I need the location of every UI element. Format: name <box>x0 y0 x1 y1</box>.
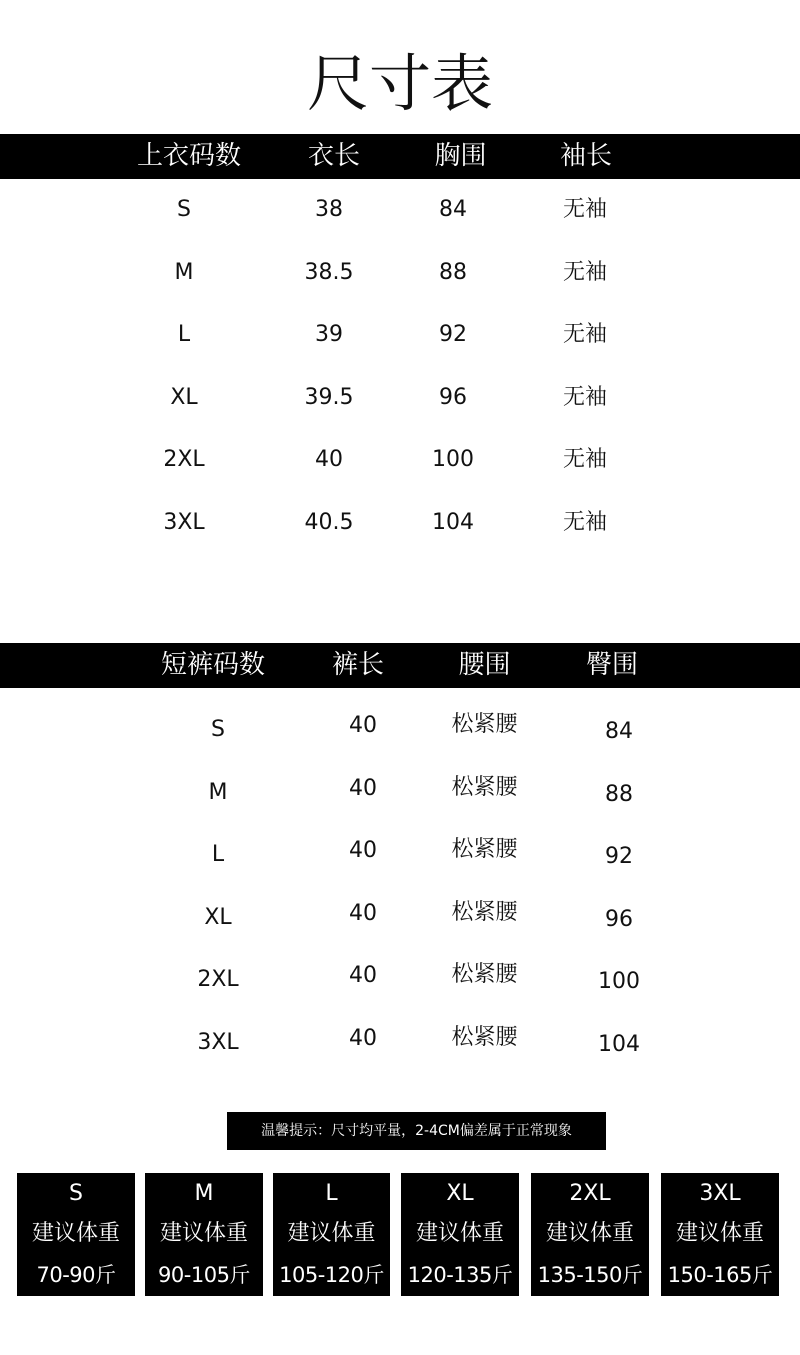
weight-range: 90-105斤 <box>158 1263 250 1287</box>
top-cell-sleeve: 无袖 <box>562 510 607 535</box>
top-cell-chest: 88 <box>439 259 467 285</box>
shorts-cell-length: 40 <box>349 775 377 801</box>
weight-size: M <box>194 1181 214 1206</box>
top-cell-size: XL <box>170 384 198 410</box>
weight-size: L <box>325 1181 338 1206</box>
weight-card <box>401 1173 519 1296</box>
shorts-cell-length: 40 <box>349 1026 377 1051</box>
top-cell-chest: 92 <box>439 322 467 348</box>
shorts-cell-hip: 92 <box>605 844 633 870</box>
shorts-cell-size: L <box>211 842 225 868</box>
shorts-cell-hip: 96 <box>605 906 633 932</box>
weight-label: 建议体重 <box>159 1221 248 1246</box>
header-hip: 臀围 <box>585 650 638 680</box>
top-cell-chest: 100 <box>432 447 474 473</box>
top-table-header <box>0 134 800 179</box>
shorts-cell-length: 40 <box>349 963 377 989</box>
top-cell-sleeve: 无袖 <box>562 259 607 285</box>
top-cell-size: S <box>177 197 191 222</box>
header-shorts-size: 短裤码数 <box>160 650 265 680</box>
weight-size: 3XL <box>699 1181 741 1206</box>
page-title: 尺寸表 <box>306 47 493 120</box>
top-cell-size: 2XL <box>163 447 205 473</box>
shorts-cell-hip: 104 <box>598 1032 640 1057</box>
weight-range: 150-165斤 <box>667 1263 773 1287</box>
top-cell-length: 40.5 <box>304 510 354 535</box>
weight-card <box>17 1173 135 1296</box>
weight-range: 70-90斤 <box>36 1263 116 1287</box>
shorts-cell-size: 3XL <box>197 1030 239 1055</box>
top-cell-sleeve: 无袖 <box>562 197 607 222</box>
header-sleeve: 袖长 <box>559 141 612 171</box>
weight-card <box>661 1173 779 1296</box>
header-top-size: 上衣码数 <box>136 141 241 171</box>
header-chest: 胸围 <box>434 141 487 171</box>
header-length: 衣长 <box>307 141 360 171</box>
top-cell-length: 38 <box>315 197 343 222</box>
weight-card <box>531 1173 649 1296</box>
weight-size: S <box>69 1181 83 1206</box>
weight-label: 建议体重 <box>415 1221 504 1246</box>
shorts-table-header <box>0 643 800 688</box>
weight-size: XL <box>446 1181 474 1206</box>
tip-banner: 温馨提示：尺寸均平量，2-4CM偏差属于正常现象 <box>227 1112 606 1150</box>
shorts-cell-waist: 松紧腰 <box>451 899 518 925</box>
top-cell-chest: 96 <box>439 384 467 410</box>
top-cell-sleeve: 无袖 <box>562 322 607 348</box>
top-cell-sleeve: 无袖 <box>562 384 607 410</box>
weight-label: 建议体重 <box>31 1221 120 1246</box>
header-pants-length: 裤长 <box>331 650 384 680</box>
top-cell-length: 39 <box>315 322 343 348</box>
top-cell-length: 40 <box>315 447 343 473</box>
weight-label: 建议体重 <box>545 1221 634 1246</box>
shorts-cell-size: S <box>211 717 225 742</box>
top-cell-chest: 104 <box>432 510 474 535</box>
shorts-cell-length: 40 <box>349 900 377 926</box>
weight-range: 105-120斤 <box>279 1263 384 1287</box>
top-cell-chest: 84 <box>439 197 467 222</box>
shorts-cell-hip: 100 <box>598 969 640 995</box>
weight-range: 120-135斤 <box>407 1263 513 1287</box>
weight-card <box>273 1173 390 1296</box>
shorts-cell-size: 2XL <box>197 967 239 993</box>
top-cell-sleeve: 无袖 <box>562 447 607 473</box>
shorts-cell-length: 40 <box>349 838 377 864</box>
weight-card <box>145 1173 263 1296</box>
header-waist: 腰围 <box>458 650 511 680</box>
shorts-cell-waist: 松紧腰 <box>451 962 518 988</box>
top-cell-size: M <box>174 259 194 285</box>
weight-size: 2XL <box>569 1181 611 1206</box>
shorts-cell-size: M <box>208 779 228 805</box>
shorts-cell-waist: 松紧腰 <box>451 712 518 737</box>
shorts-cell-hip: 88 <box>605 781 633 807</box>
shorts-cell-waist: 松紧腰 <box>451 774 518 800</box>
weight-label: 建议体重 <box>675 1221 764 1246</box>
top-cell-length: 39.5 <box>304 384 354 410</box>
shorts-cell-length: 40 <box>349 713 377 738</box>
weight-range: 135-150斤 <box>537 1263 643 1287</box>
top-cell-size: 3XL <box>163 510 205 535</box>
shorts-cell-hip: 84 <box>605 719 633 744</box>
top-cell-length: 38.5 <box>304 259 354 285</box>
shorts-cell-size: XL <box>204 904 232 930</box>
shorts-cell-waist: 松紧腰 <box>451 837 518 863</box>
shorts-cell-waist: 松紧腰 <box>451 1025 518 1050</box>
top-cell-size: L <box>177 322 191 348</box>
weight-label: 建议体重 <box>287 1221 376 1246</box>
